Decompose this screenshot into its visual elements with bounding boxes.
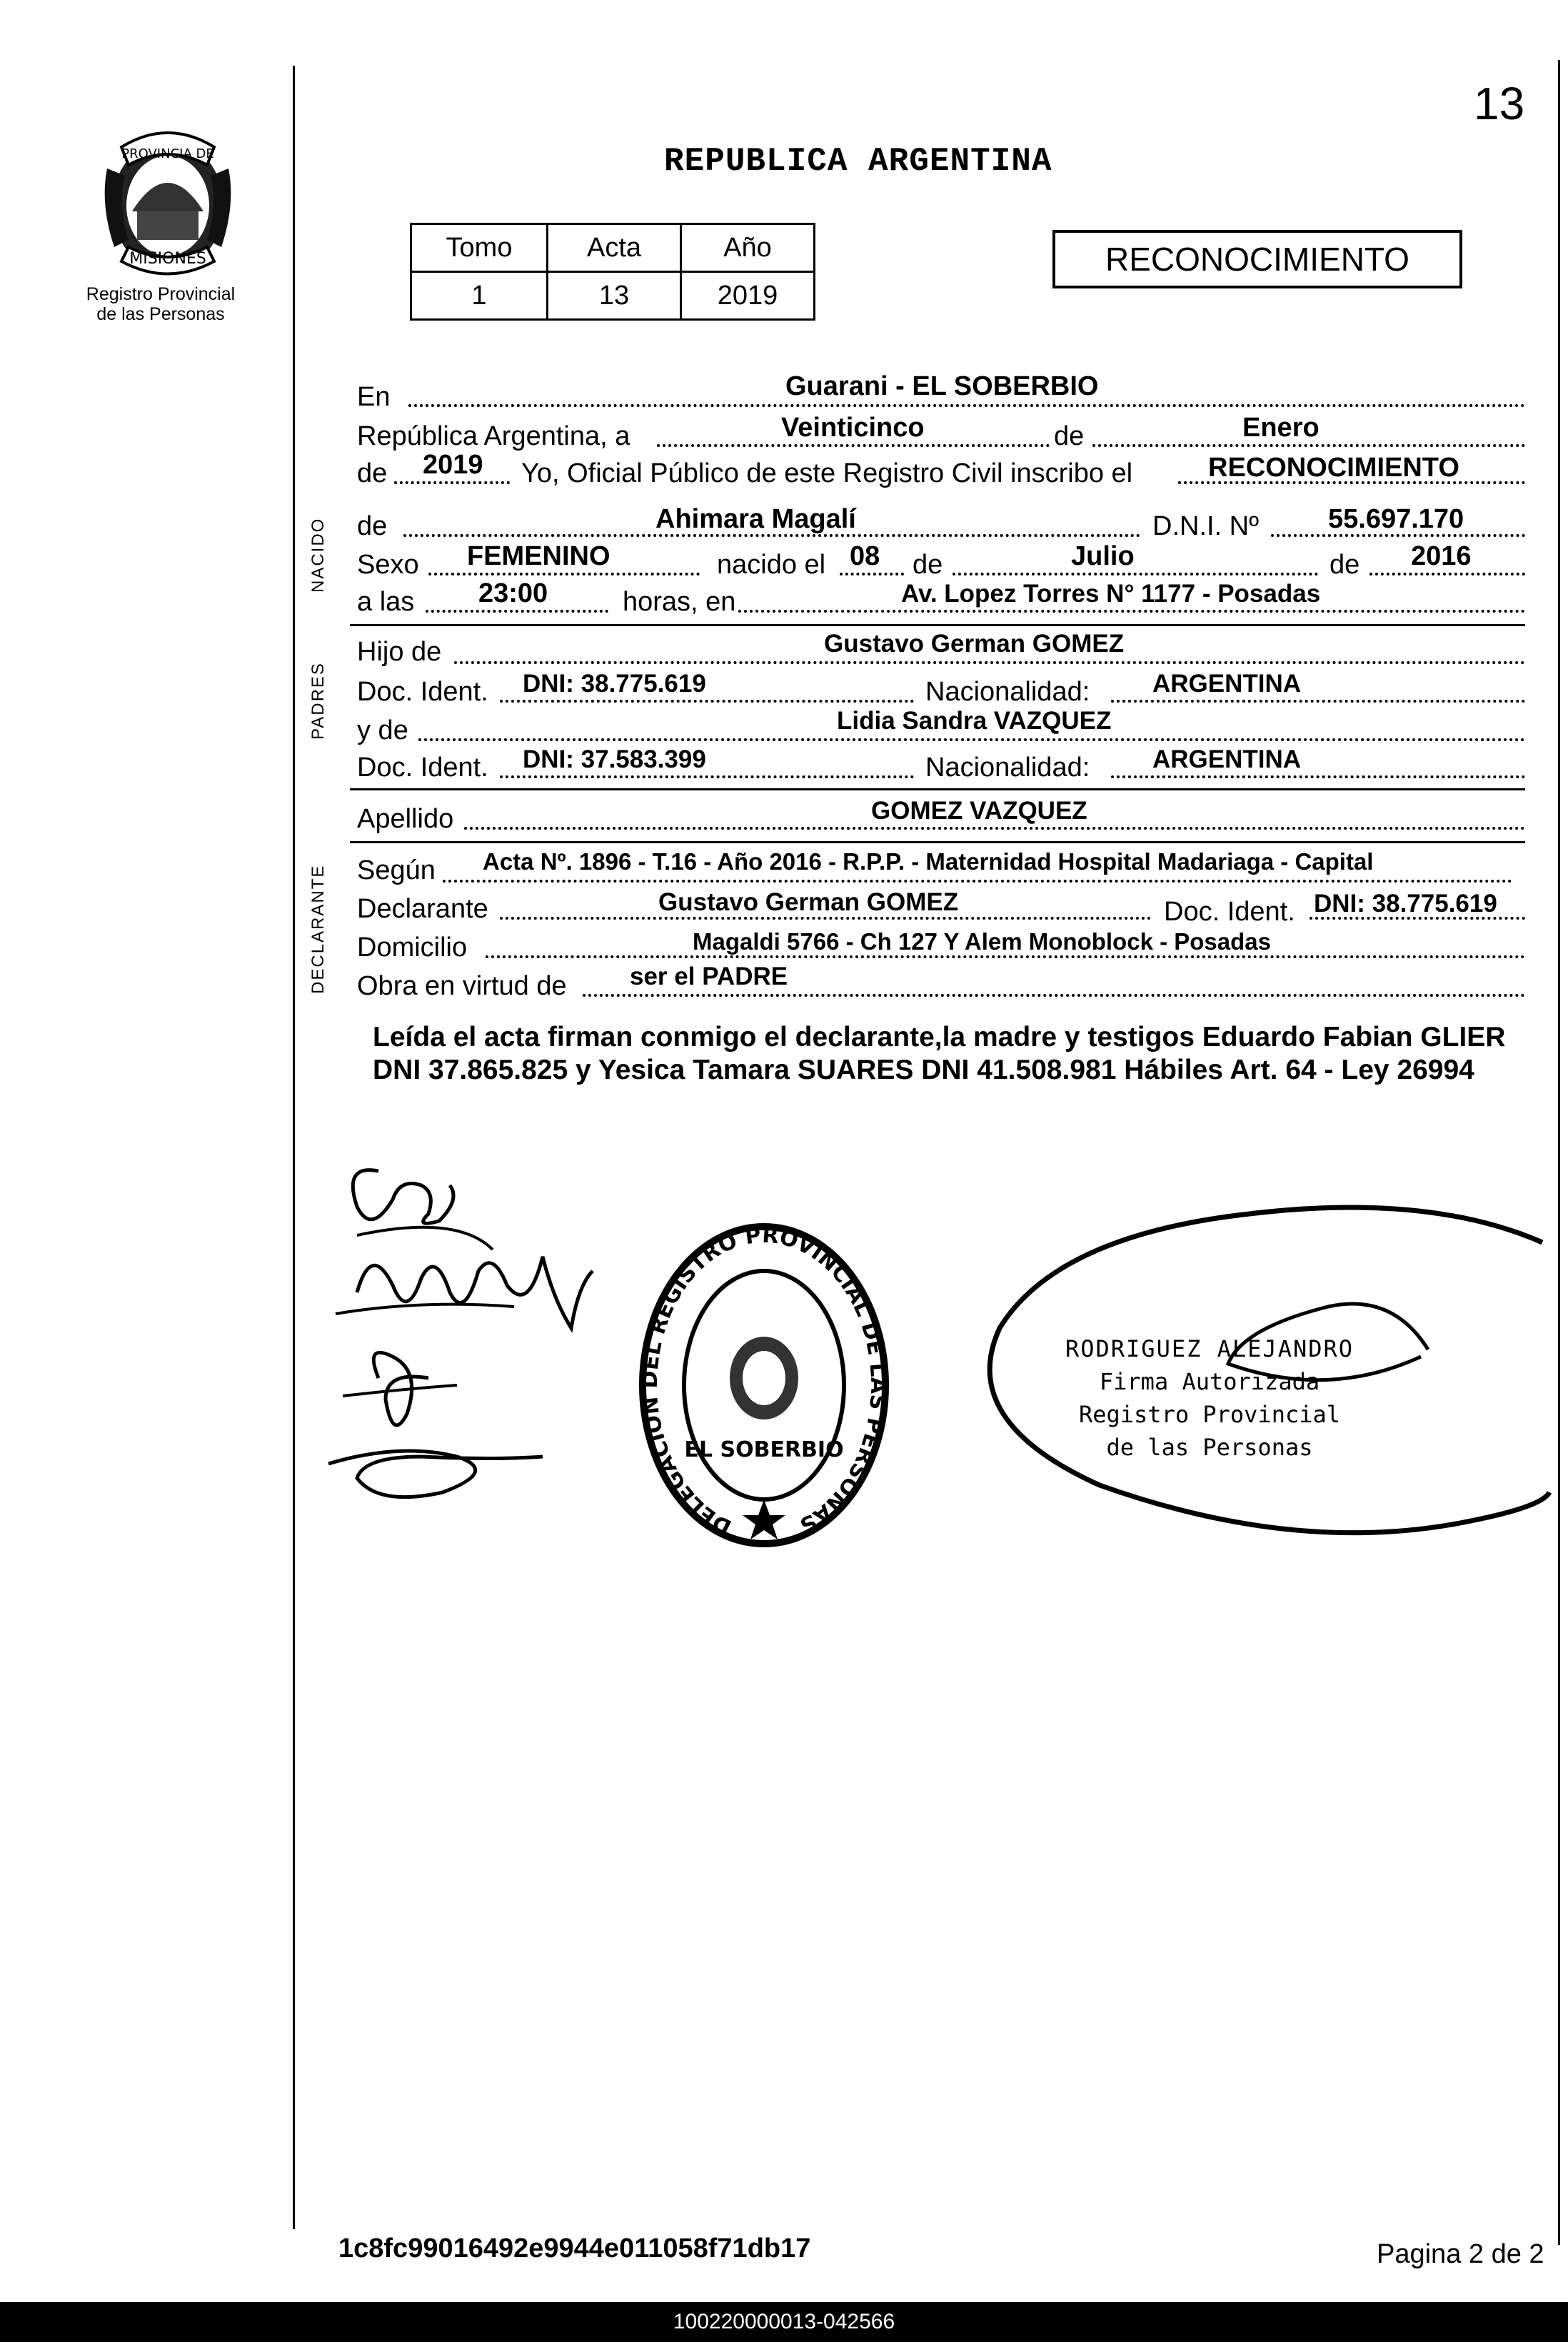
dotted-line bbox=[738, 610, 1525, 613]
section-label-padres: PADRES bbox=[308, 662, 328, 740]
value-lugar-nacimiento: Av. Lopez Torres N° 1177 - Posadas bbox=[901, 580, 1321, 608]
section-separator bbox=[350, 841, 1525, 843]
dotted-line bbox=[500, 775, 914, 778]
label-sexo: Sexo bbox=[357, 550, 419, 580]
star-icon bbox=[743, 1499, 785, 1539]
value-padre: Gustavo German GOMEZ bbox=[824, 630, 1125, 658]
page-title: REPUBLICA ARGENTINA bbox=[664, 143, 1052, 180]
value-domicilio: Magaldi 5766 - Ch 127 Y Alem Monoblock - Posadas bbox=[693, 928, 1271, 955]
value-nacido-anio: 2016 bbox=[1411, 541, 1472, 571]
value-madre: Lidia Sandra VAZQUEZ bbox=[837, 707, 1112, 735]
section-label-declarante: DECLARANTE bbox=[308, 864, 328, 994]
section-label-nacido: NACIDO bbox=[308, 517, 328, 593]
signature-block bbox=[1024, 1332, 1395, 1464]
value-padre-nacionalidad: ARGENTINA bbox=[1152, 670, 1302, 698]
value-tomo: 1 bbox=[411, 272, 548, 320]
dotted-line bbox=[418, 738, 1525, 741]
header-anio: Año bbox=[681, 224, 815, 272]
label-doc-ident-madre: Doc. Ident. bbox=[357, 753, 488, 783]
document-hash: 1c8fc99016492e9944e011058f71db17 bbox=[338, 2233, 811, 2263]
value-declarante-doc: DNI: 38.775.619 bbox=[1314, 890, 1497, 918]
dotted-line bbox=[486, 955, 1525, 958]
seal-bottom-text: MISIONES bbox=[129, 250, 206, 268]
label-de-anio: de bbox=[357, 458, 388, 488]
left-margin-rule bbox=[293, 66, 295, 2229]
barcode-bar: 100220000013-042566 bbox=[0, 2302, 1568, 2342]
value-segun: Acta Nº. 1896 - T.16 - Año 2016 - R.P.P. - Maternidad Hospital Madariaga - Capital bbox=[483, 848, 1374, 875]
label-declarante: Declarante bbox=[357, 894, 488, 924]
value-mes: Enero bbox=[1242, 413, 1320, 443]
record-table-header-row bbox=[411, 224, 815, 272]
label-de-mes: de bbox=[1054, 421, 1085, 451]
closing-paragraph: Leída el acta firman conmigo el declarante,la madre y testigos Eduardo Fabian GLIER DNI 37.865.825 y Yesica Tamara SUARES DNI 41.508.981 Hábiles Art. 64 - Ley 26994 bbox=[373, 1022, 1506, 1085]
dotted-line bbox=[454, 661, 1525, 664]
registry-label-line1: Registro Provincial bbox=[86, 284, 236, 304]
dotted-line bbox=[657, 444, 1050, 447]
label-republica: República Argentina, a bbox=[357, 421, 630, 451]
label-de-nombre: de bbox=[357, 511, 388, 541]
stamp-center-text: EL SOBERBIO bbox=[684, 1437, 844, 1462]
label-de-fecha: de bbox=[913, 550, 943, 580]
page-number: 13 bbox=[1474, 78, 1525, 129]
label-obra-en-virtud: Obra en virtud de bbox=[357, 971, 567, 1001]
label-y-de: y de bbox=[357, 715, 408, 745]
dotted-line bbox=[953, 573, 1318, 576]
dotted-line bbox=[1111, 700, 1525, 703]
label-doc-ident-padre: Doc. Ident. bbox=[357, 677, 488, 707]
dotted-line bbox=[428, 573, 700, 576]
label-doc-ident-declarante: Doc. Ident. bbox=[1164, 897, 1295, 927]
dotted-line bbox=[1111, 775, 1525, 778]
header-tomo: Tomo bbox=[411, 224, 548, 272]
province-seal bbox=[93, 126, 243, 284]
label-inscribo: Yo, Oficial Público de este Registro Civil inscribo el bbox=[521, 458, 1133, 488]
dotted-line bbox=[500, 700, 914, 703]
value-lugar: Guarani - EL SOBERBIO bbox=[785, 371, 1099, 401]
section-separator bbox=[350, 788, 1525, 790]
dotted-line bbox=[1370, 573, 1525, 576]
dotted-line bbox=[1092, 444, 1525, 447]
value-dni: 55.697.170 bbox=[1328, 504, 1464, 534]
record-table bbox=[410, 223, 815, 321]
label-nacionalidad-madre: Nacionalidad: bbox=[925, 753, 1090, 783]
signature-line4: de las Personas bbox=[1106, 1434, 1313, 1461]
value-anio: 2019 bbox=[423, 450, 483, 480]
dotted-line bbox=[840, 573, 904, 576]
value-nombre: Ahimara Magalí bbox=[655, 504, 856, 534]
label-nacionalidad-padre: Nacionalidad: bbox=[925, 677, 1090, 707]
value-anio: 2019 bbox=[681, 272, 815, 320]
right-margin-rule bbox=[1558, 60, 1560, 2245]
value-declarante: Gustavo German GOMEZ bbox=[658, 888, 959, 916]
label-dni: D.N.I. Nº bbox=[1152, 511, 1259, 541]
value-acta: 13 bbox=[548, 272, 681, 320]
document-type-box: RECONOCIMIENTO bbox=[1052, 230, 1462, 288]
value-tipo: RECONOCIMIENTO bbox=[1208, 453, 1459, 483]
dotted-line bbox=[583, 994, 1525, 997]
label-nacido-el: nacido el bbox=[717, 550, 826, 580]
signature-line3: Registro Provincial bbox=[1078, 1401, 1341, 1428]
dotted-line bbox=[394, 481, 510, 484]
value-madre-doc: DNI: 37.583.399 bbox=[523, 745, 706, 773]
stamp-ring-text: DELEGACION DEL REGISTRO PROVINCIAL DE LAS PERSONAS bbox=[637, 1222, 891, 1540]
record-table-value-row bbox=[411, 272, 815, 320]
registry-label-line2: de las Personas bbox=[96, 304, 225, 324]
signature-name: RODRIGUEZ ALEJANDRO bbox=[1065, 1335, 1355, 1362]
value-nacido-mes: Julio bbox=[1071, 541, 1135, 571]
section-separator bbox=[350, 624, 1525, 626]
dotted-line bbox=[500, 917, 1151, 920]
dotted-line bbox=[426, 610, 608, 613]
value-dia: Veinticinco bbox=[781, 413, 925, 443]
label-horas-en: horas, en bbox=[623, 587, 736, 617]
registry-label bbox=[71, 284, 250, 324]
label-a-las: a las bbox=[357, 587, 415, 617]
label-apellido: Apellido bbox=[357, 804, 454, 834]
value-hora: 23:00 bbox=[478, 578, 548, 608]
dotted-line bbox=[443, 880, 1512, 883]
dotted-line bbox=[408, 404, 1525, 407]
value-nacido-dia: 08 bbox=[850, 541, 880, 571]
label-en: En bbox=[357, 382, 391, 412]
value-madre-nacionalidad: ARGENTINA bbox=[1152, 745, 1302, 773]
delegation-stamp bbox=[628, 1214, 900, 1557]
seal-top-text: PROVINCIA DE bbox=[121, 146, 214, 161]
value-apellido: GOMEZ VAZQUEZ bbox=[871, 797, 1087, 825]
value-sexo: FEMENINO bbox=[467, 541, 610, 571]
label-domicilio: Domicilio bbox=[357, 933, 468, 963]
label-hijo-de: Hijo de bbox=[357, 637, 442, 667]
value-padre-doc: DNI: 38.775.619 bbox=[523, 670, 706, 698]
label-de-fecha2: de bbox=[1330, 550, 1360, 580]
label-segun: Según bbox=[357, 855, 436, 885]
dotted-line bbox=[464, 827, 1525, 830]
province-seal-icon bbox=[93, 126, 243, 284]
page-indicator: Pagina 2 de 2 bbox=[1377, 2239, 1544, 2269]
handwritten-signatures bbox=[314, 1142, 657, 1528]
header-acta: Acta bbox=[548, 224, 681, 272]
signature-line2: Firma Autorizada bbox=[1099, 1368, 1320, 1395]
value-obra-en-virtud: ser el PADRE bbox=[630, 963, 788, 990]
